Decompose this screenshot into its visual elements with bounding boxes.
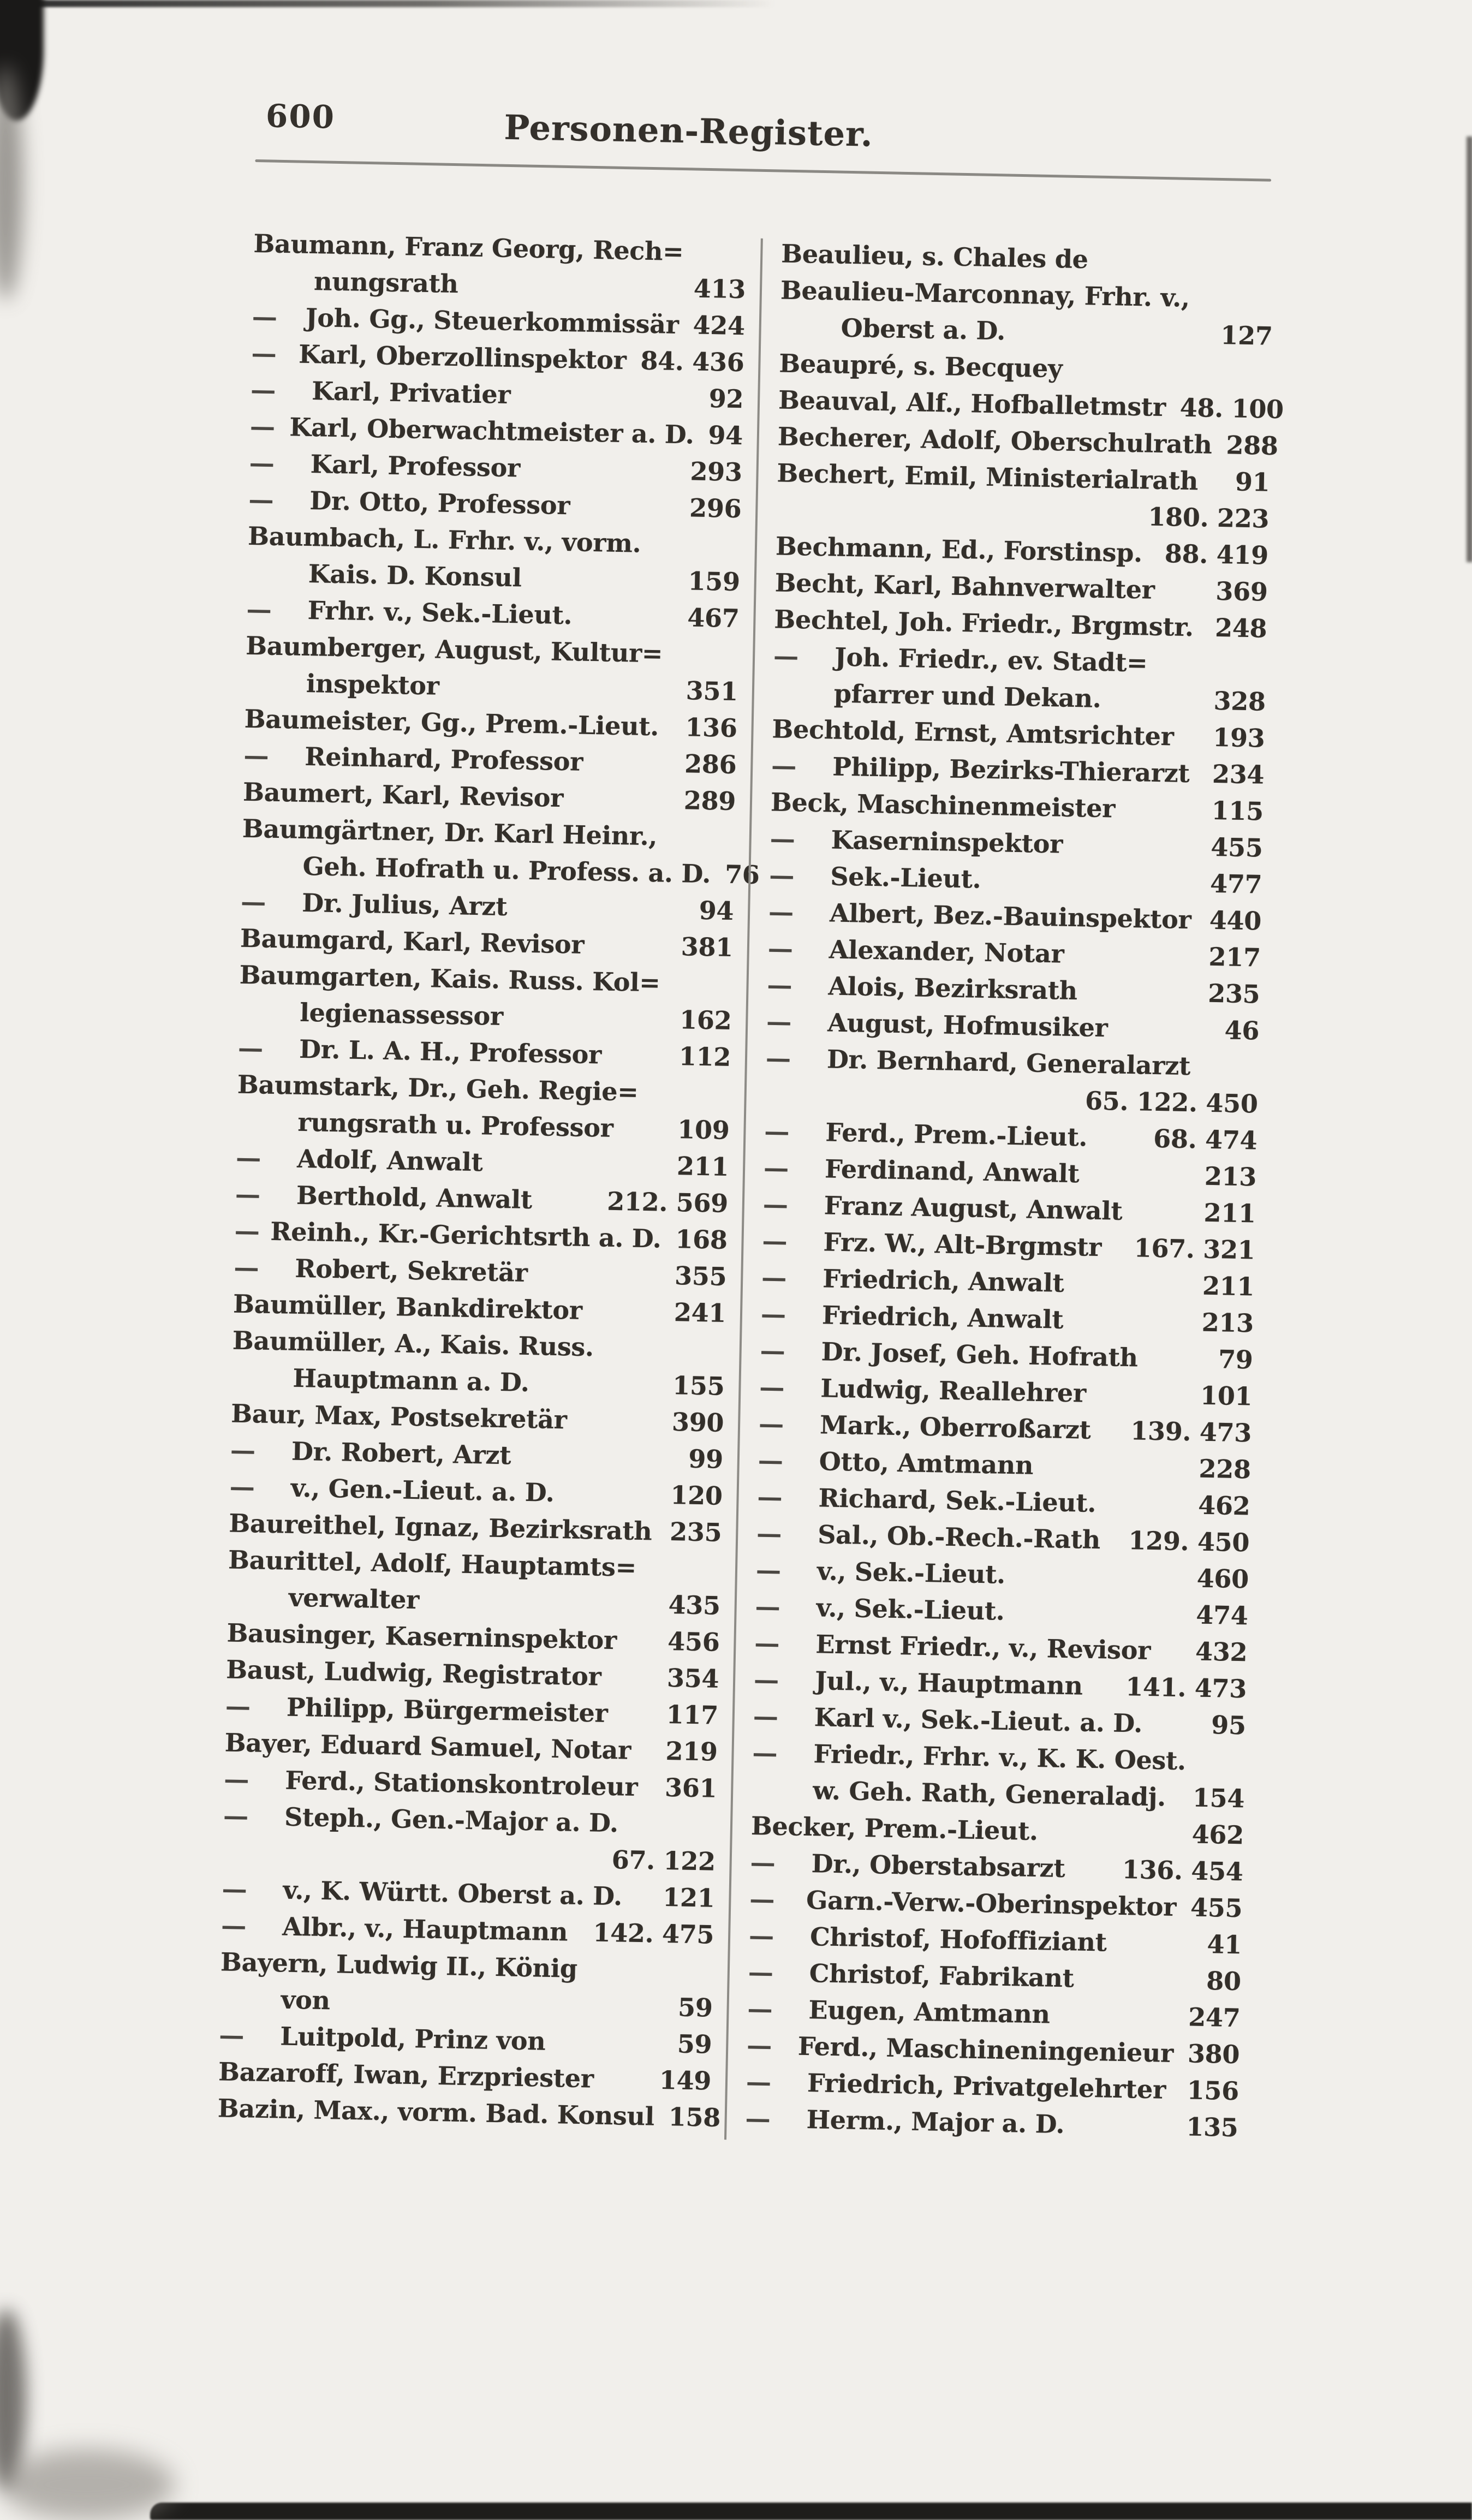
- index-column-right: [745, 239, 1284, 2150]
- ditto-dash: —: [235, 1179, 261, 1210]
- ditto-dash: —: [753, 1665, 779, 1695]
- entry-page-ref: 248: [1214, 612, 1267, 644]
- entry-text: Alois, Bezirksrath: [828, 971, 1078, 1006]
- entry-page-ref: 369: [1215, 576, 1268, 607]
- entry-page-ref: 92: [708, 384, 744, 414]
- entry-text: Dr. Julius, Arzt: [301, 887, 508, 922]
- entry-page-ref: 381: [681, 932, 734, 963]
- entry-text: nungsrath: [313, 266, 459, 299]
- ditto-dash: —: [748, 1957, 774, 1987]
- entry-page-ref: 159: [688, 566, 741, 597]
- entry-text: Frz. W., Alt-Brgmstr: [823, 1227, 1102, 1262]
- entry-page-ref: 460: [1196, 1563, 1249, 1594]
- entry-text: Geh. Hofrath u. Profess. a. D.: [302, 851, 711, 889]
- entry-page-ref: 228: [1199, 1453, 1252, 1485]
- entry-text: Ludwig, Reallehrer: [820, 1373, 1087, 1408]
- ditto-dash: —: [753, 1701, 779, 1731]
- ditto-dash: —: [756, 1518, 782, 1548]
- entry-text: Friedr., Frhr. v., K. K. Oest.: [813, 1739, 1187, 1776]
- entry-text: Bechtold, Ernst, Amtsrichter: [772, 714, 1175, 752]
- entry-text: Jul., v., Hauptmann: [814, 1666, 1083, 1701]
- entry-text: Baurittel, Adolf, Hauptamts=: [228, 1545, 637, 1582]
- ditto-dash: —: [770, 824, 795, 854]
- page-number: 600: [265, 97, 336, 136]
- ditto-dash: —: [747, 1993, 773, 2024]
- entry-page-ref: 127: [1220, 320, 1273, 351]
- ditto-dash: —: [248, 484, 274, 515]
- entry-text: Baureithel, Ignaz, Bezirksrath: [228, 1508, 653, 1546]
- entry-text: Baumgard, Karl, Revisor: [240, 923, 585, 960]
- entry-page-ref: 351: [686, 676, 738, 707]
- entry-text: Baumbach, L. Frhr. v., vorm.: [247, 521, 641, 558]
- entry-page-ref: 293: [690, 456, 743, 487]
- entry-text: Herm., Major a. D.: [806, 2105, 1065, 2140]
- entry-text: Oberst a. D.: [841, 313, 1006, 346]
- entry-text: Garn.-Verw.-Oberinspektor: [806, 1885, 1177, 1922]
- entry-page-ref: 59: [677, 2029, 712, 2059]
- entry-page-ref: 109: [677, 1115, 730, 1145]
- ditto-dash: —: [757, 1482, 783, 1512]
- entry-page-ref: 235: [669, 1517, 722, 1547]
- entry-page-ref: 135: [1185, 2112, 1239, 2143]
- entry-page-ref: 440: [1209, 905, 1262, 936]
- entry-page-ref: 462: [1191, 1819, 1244, 1850]
- entry-text: Bayern, Ludwig II., König: [220, 1947, 578, 1983]
- ditto-dash: —: [251, 338, 277, 368]
- entry-text: Joh. Friedr., ev. Stadt=: [834, 642, 1148, 678]
- entry-text: Robert, Sekretär: [294, 1253, 528, 1288]
- ditto-dash: —: [764, 1116, 790, 1147]
- entry-text: Adolf, Anwalt: [296, 1143, 483, 1177]
- entry-page-ref: 213: [1201, 1307, 1254, 1338]
- entry-page-ref: 211: [676, 1151, 729, 1182]
- ditto-dash: —: [240, 886, 266, 917]
- entry-page-ref: 158: [668, 2102, 721, 2132]
- entry-page-ref: 136. 454: [1122, 1855, 1244, 1887]
- ditto-dash: —: [771, 750, 797, 781]
- ditto-dash: —: [252, 301, 278, 332]
- ditto-dash: —: [762, 1226, 788, 1256]
- page-title: Personen-Register.: [503, 107, 874, 154]
- entry-text: Beck, Maschinenmeister: [770, 787, 1116, 824]
- entry-text: Mark., Oberroßarzt: [819, 1410, 1092, 1445]
- entry-page-ref: 115: [1211, 795, 1264, 826]
- entry-text: Friedrich, Anwalt: [822, 1264, 1065, 1298]
- entry-text: Bazin, Max., vorm. Bad. Konsul: [217, 2093, 655, 2131]
- entry-page-ref: 99: [688, 1444, 724, 1474]
- ditto-dash: —: [762, 1189, 789, 1220]
- entry-page-ref: 136: [684, 712, 738, 743]
- entry-page-ref: 94: [707, 420, 743, 451]
- ditto-dash: —: [249, 411, 276, 442]
- scan-artifact-top-edge: [0, 0, 775, 7]
- entry-page-ref: 101: [1200, 1380, 1253, 1411]
- entry-text: Joh. Gg., Steuerkommissär: [305, 302, 680, 339]
- ditto-dash: —: [752, 1738, 778, 1768]
- ditto-dash: —: [758, 1409, 784, 1439]
- ditto-dash: —: [223, 1801, 249, 1831]
- entry-text: Reinhard, Professor: [304, 741, 583, 777]
- entry-page-ref: 117: [666, 1699, 719, 1730]
- entry-text: Ferd., Prem.-Lieut.: [825, 1117, 1088, 1152]
- ditto-dash: —: [235, 1142, 261, 1173]
- entry-page-ref: 296: [689, 493, 742, 524]
- entry-page-ref: 355: [674, 1261, 727, 1291]
- entry-page-ref: 474: [1195, 1600, 1249, 1631]
- entry-text: Bazaroff, Iwan, Erzpriester: [218, 2057, 594, 2094]
- entry-text: Ferd., Maschineningenieur: [797, 2031, 1174, 2068]
- entry-page-ref: 149: [659, 2065, 712, 2096]
- entry-page-ref: 213: [1204, 1161, 1257, 1192]
- ditto-dash: —: [760, 1299, 786, 1330]
- entry-text: v., Gen.-Lieut. a. D.: [290, 1473, 555, 1508]
- ditto-dash: —: [233, 1252, 259, 1283]
- ditto-dash: —: [218, 2020, 245, 2051]
- entry-page-ref: 65. 122. 450: [1084, 1086, 1259, 1119]
- entry-text: Dr. Otto, Professor: [309, 486, 570, 521]
- entry-text: v., K. Württ. Oberst a. D.: [283, 1875, 623, 1911]
- entry-page-ref: 467: [687, 603, 740, 634]
- entry-page-ref: 455: [1210, 832, 1264, 863]
- entry-page-ref: 67. 122: [611, 1845, 716, 1876]
- ditto-dash: —: [766, 1006, 792, 1037]
- entry-text: Becht, Karl, Bahnverwalter: [774, 568, 1155, 605]
- entry-text: Bechert, Emil, Ministerialrath: [777, 458, 1199, 496]
- entry-page-ref: 235: [1207, 978, 1260, 1009]
- entry-page-ref: 95: [1211, 1710, 1247, 1741]
- entry-text: Kaserninspektor: [831, 825, 1063, 859]
- entry-text: Friedrich, Anwalt: [821, 1300, 1064, 1335]
- entry-text: Hauptmann a. D.: [293, 1363, 530, 1398]
- index-columns: [217, 229, 1302, 2150]
- index-column-left: [217, 228, 760, 2140]
- entry-page-ref: 112: [678, 1041, 731, 1073]
- entry-text: Kais. D. Konsul: [308, 558, 522, 593]
- entry-page-ref: 168: [675, 1224, 728, 1255]
- entry-page-ref: 328: [1213, 686, 1266, 717]
- entry-page-ref: 46: [1224, 1015, 1260, 1046]
- entry-page-ref: 219: [665, 1736, 718, 1767]
- entry-page-ref: 462: [1197, 1490, 1250, 1521]
- ditto-dash: —: [748, 1920, 774, 1951]
- entry-text: Ferdinand, Anwalt: [824, 1154, 1080, 1189]
- entry-page-ref: 413: [693, 273, 746, 305]
- entry-text: Baumüller, A., Kais. Russ.: [232, 1325, 594, 1362]
- entry-text: Philipp, Bezirks-Thierarzt: [832, 752, 1190, 789]
- entry-text: pfarrer und Dekan.: [833, 678, 1102, 713]
- entry-page-ref: 211: [1202, 1271, 1255, 1302]
- entry-page-ref: 76: [724, 859, 760, 890]
- ditto-dash: —: [758, 1445, 784, 1475]
- entry-text: August, Hofmusiker: [827, 1008, 1109, 1043]
- ditto-dash: —: [225, 1691, 251, 1721]
- ditto-dash: —: [237, 1033, 264, 1063]
- entry-text: Beaulieu, s. Chales de: [780, 239, 1089, 275]
- entry-text: Baumberger, August, Kultur=: [245, 630, 663, 669]
- entry-page-ref: 435: [668, 1590, 721, 1621]
- entry-text: Friedrich, Privatgelehrter: [807, 2068, 1166, 2105]
- entry-text: inspektor: [306, 668, 440, 701]
- entry-text: Dr., Oberstabsarzt: [811, 1849, 1065, 1884]
- ditto-dash: —: [767, 970, 792, 1000]
- entry-text: Baumann, Franz Georg, Rech=: [253, 228, 684, 267]
- entry-page-ref: 361: [664, 1772, 717, 1803]
- entry-page-ref: 84. 436: [640, 345, 745, 378]
- entry-text: Beaupré, s. Becquey: [778, 348, 1063, 384]
- entry-text: Karl, Oberzollinspektor: [298, 339, 627, 376]
- entry-page-ref: 432: [1195, 1636, 1248, 1667]
- entry-page-ref: 79: [1218, 1344, 1254, 1375]
- entry-page-ref: 94: [699, 895, 734, 926]
- entry-text: Franz August, Anwalt: [824, 1190, 1123, 1226]
- entry-text: Dr. L. A. H., Professor: [299, 1034, 602, 1070]
- page-content: [217, 87, 1304, 2150]
- entry-text: Becherer, Adolf, Oberschulrath: [777, 421, 1213, 460]
- entry-text: Frhr. v., Sek.-Lieut.: [307, 595, 573, 630]
- entry-page-ref: 212. 569: [606, 1186, 729, 1218]
- ditto-dash: —: [767, 933, 794, 964]
- entry-page-ref: 247: [1188, 2002, 1241, 2033]
- entry-page-ref: 68. 474: [1153, 1123, 1258, 1155]
- ditto-dash: —: [749, 1884, 775, 1914]
- entry-text: Karl, Oberwachtmeister a. D.: [289, 412, 695, 450]
- entry-page-ref: 234: [1212, 759, 1265, 790]
- entry-text: Baur, Max, Postsekretär: [230, 1398, 568, 1435]
- entry-page-ref: 241: [674, 1297, 726, 1328]
- entry-text: Ernst Friedr., v., Revisor: [815, 1629, 1151, 1665]
- ditto-dash: —: [250, 374, 276, 405]
- ditto-dash: —: [763, 1153, 789, 1183]
- entry-text: Beauval, Alf., Hofballetmstr: [778, 385, 1166, 422]
- entry-page-ref: 180. 223: [1148, 502, 1270, 534]
- entry-page-ref: 289: [683, 785, 736, 817]
- entry-page-ref: 288: [1226, 430, 1279, 461]
- ditto-dash: —: [773, 641, 799, 671]
- entry-text: Ferd., Stationskontroleur: [284, 1765, 638, 1802]
- entry-page-ref: 390: [671, 1407, 724, 1438]
- entry-page-ref: 193: [1212, 722, 1265, 753]
- entry-page-ref: 129. 450: [1128, 1526, 1250, 1558]
- entry-text: Sal., Ob.-Rech.-Rath: [817, 1520, 1101, 1555]
- entry-page-ref: 286: [684, 749, 737, 780]
- entry-page-ref: 477: [1209, 868, 1262, 899]
- entry-text: Christof, Hofoffiziant: [809, 1922, 1107, 1957]
- scan-artifact-left-smudge: [0, 65, 23, 300]
- ditto-dash: —: [765, 1043, 791, 1074]
- entry-text: Bechtel, Joh. Friedr., Brgmstr.: [773, 604, 1194, 642]
- entry-text: w. Geh. Rath, Generaladj.: [812, 1776, 1166, 1812]
- entry-page-ref: 80: [1206, 1966, 1242, 1997]
- entry-page-ref: 155: [672, 1371, 725, 1401]
- ditto-dash: —: [750, 1847, 776, 1878]
- entry-text: Baumüller, Bankdirektor: [233, 1289, 583, 1325]
- ditto-dash: —: [768, 897, 794, 927]
- ditto-dash: —: [223, 1764, 249, 1795]
- entry-text: Albert, Bez.-Bauinspektor: [829, 898, 1191, 935]
- entry-page-ref: 167. 321: [1134, 1233, 1255, 1265]
- entry-text: Karl, Privatier: [311, 376, 511, 410]
- entry-text: Albr., v., Hauptmann: [282, 1911, 568, 1947]
- ditto-dash: —: [755, 1592, 780, 1622]
- scan-artifact-left-smudge-lower: [0, 2309, 26, 2489]
- entry-page-ref: 154: [1192, 1783, 1245, 1814]
- entry-text: v., Sek.-Lieut.: [817, 1556, 1006, 1589]
- ditto-dash: —: [222, 1874, 247, 1904]
- entry-text: verwalter: [288, 1582, 420, 1615]
- scan-artifact-bottom-edge: [150, 2503, 1472, 2520]
- scan-artifact-bottom-left-smudge: [0, 2449, 175, 2520]
- entry-text: Baumert, Karl, Revisor: [242, 777, 564, 813]
- ditto-dash: —: [759, 1372, 785, 1403]
- entry-text: Alexander, Notar: [829, 934, 1064, 969]
- ditto-dash: —: [220, 1910, 247, 1941]
- entry-text: v., Sek.-Lieut.: [816, 1593, 1005, 1626]
- entry-text: legienassessor: [299, 997, 504, 1031]
- entry-text: Reinh., Kr.-Gerichtsrth a. D.: [270, 1216, 662, 1254]
- entry-page-ref: 59: [677, 1992, 713, 2023]
- entry-page-ref: 139. 473: [1130, 1416, 1252, 1448]
- ditto-dash: —: [249, 448, 275, 478]
- entry-text: Dr. Josef, Geh. Hofrath: [821, 1337, 1139, 1373]
- entry-text: Becker, Prem.-Lieut.: [750, 1810, 1039, 1846]
- entry-text: Baumgarten, Kais. Russ. Kol=: [239, 960, 661, 998]
- entry-text: Bechmann, Ed., Forstinsp.: [775, 531, 1143, 568]
- entry-page-ref: 211: [1203, 1198, 1256, 1229]
- entry-page-ref: 162: [679, 1005, 732, 1036]
- entry-text: Richard, Sek.-Lieut.: [818, 1483, 1096, 1518]
- entry-text: Beaulieu-Marconnay, Frhr. v.,: [780, 275, 1190, 313]
- entry-text: Sek.-Lieut.: [830, 861, 981, 894]
- ditto-dash: —: [755, 1555, 782, 1585]
- ditto-dash: —: [768, 860, 795, 891]
- ditto-dash: —: [234, 1216, 260, 1246]
- entry-text: Karl v., Sek.-Lieut. a. D.: [814, 1702, 1143, 1738]
- entry-text: rungsrath u. Professor: [297, 1107, 614, 1143]
- ditto-dash: —: [229, 1472, 255, 1502]
- entry-text: Baust, Ludwig, Registrator: [225, 1654, 601, 1691]
- entry-text: Eugen, Amtmann: [808, 1995, 1051, 2029]
- entry-page-ref: 121: [662, 1882, 715, 1913]
- entry-text: Bayer, Eduard Samuel, Notar: [224, 1727, 631, 1765]
- entry-page-ref: 88. 419: [1164, 539, 1269, 570]
- ditto-dash: —: [746, 2030, 772, 2060]
- entry-page-ref: 380: [1187, 2039, 1240, 2070]
- entry-text: Baumgärtner, Dr. Karl Heinr.,: [242, 813, 658, 851]
- entry-text: von: [281, 1985, 331, 2016]
- ditto-dash: —: [246, 594, 272, 624]
- entry-page-ref: 41: [1207, 1929, 1242, 1960]
- entry-text: Christof, Fabrikant: [809, 1958, 1075, 1993]
- ditto-dash: —: [745, 2103, 771, 2134]
- ditto-dash: —: [761, 1262, 787, 1293]
- page-header: [255, 87, 1304, 172]
- entry-page-ref: 456: [667, 1626, 720, 1657]
- entry-text: Otto, Amtmann: [819, 1446, 1034, 1480]
- entry-page-ref: 141. 473: [1125, 1672, 1247, 1704]
- entry-page-ref: 156: [1187, 2075, 1239, 2106]
- entry-text: Karl, Professor: [310, 449, 521, 483]
- ditto-dash: —: [754, 1628, 780, 1658]
- entry-page-ref: 217: [1208, 942, 1261, 973]
- entry-page-ref: 120: [670, 1480, 723, 1511]
- entry-text: Berthold, Anwalt: [296, 1180, 533, 1215]
- ditto-dash: —: [746, 2066, 772, 2097]
- entry-page-ref: 354: [666, 1663, 719, 1694]
- entry-text: Baumeister, Gg., Prem.-Lieut.: [244, 704, 659, 742]
- entry-page-ref: 48. 100: [1179, 392, 1284, 425]
- entry-text: Philipp, Bürgermeister: [286, 1692, 608, 1728]
- entry-page-ref: 142. 475: [593, 1917, 714, 1950]
- scan-artifact-top-left-corner: [0, 0, 44, 121]
- ditto-dash: —: [243, 740, 269, 771]
- entry-text: Dr. Bernhard, Generalarzt: [826, 1044, 1191, 1081]
- entry-text: Bausinger, Kaserninspektor: [227, 1618, 617, 1655]
- ditto-dash: —: [760, 1336, 785, 1366]
- entry-page-ref: 455: [1190, 1892, 1243, 1923]
- entry-text: Steph., Gen.-Major a. D.: [284, 1802, 619, 1838]
- scan-artifact-right-edge: [1467, 136, 1472, 562]
- entry-text: Luitpold, Prinz von: [279, 2021, 546, 2056]
- entry-page-ref: 424: [693, 310, 746, 341]
- entry-page-ref: 91: [1235, 467, 1270, 497]
- entry-text: Baumstark, Dr., Geh. Regie=: [237, 1069, 639, 1107]
- ditto-dash: —: [230, 1435, 256, 1465]
- entry-text: Dr. Robert, Arzt: [291, 1436, 511, 1470]
